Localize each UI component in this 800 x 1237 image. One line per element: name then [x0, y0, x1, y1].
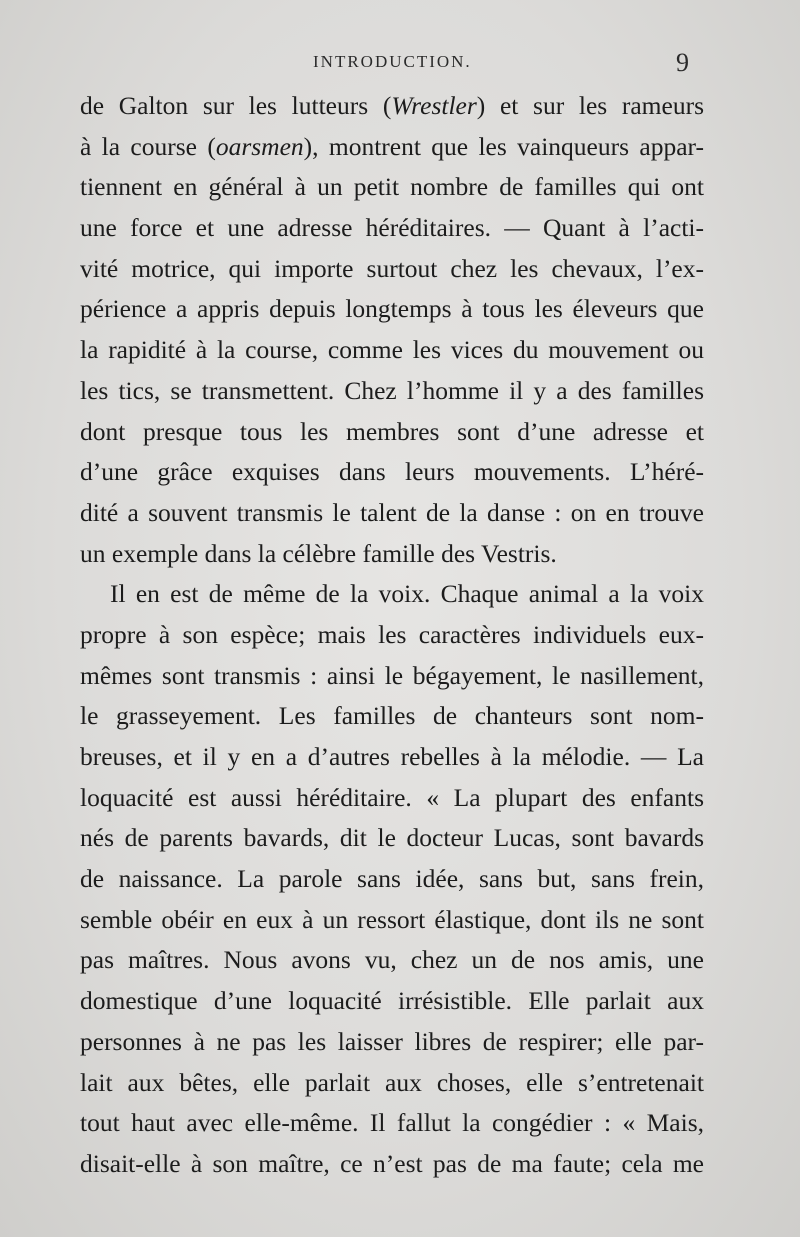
- text-line: lait aux bêtes, elle parlait aux choses, elle s’entretenait: [80, 1067, 704, 1097]
- body-text: [80, 86, 704, 1185]
- text-line: propre à son espèce; mais les caractères individuels eux-: [80, 619, 704, 649]
- text-line: personnes à ne pas les laisser libres de respirer; elle par-: [80, 1026, 704, 1056]
- page-number: 9: [676, 48, 689, 77]
- text-line: pas maîtres. Nous avons vu, chez un de nos amis, une: [80, 945, 704, 975]
- text-line: d’une grâce exquises dans leurs mouvements. L’héré-: [80, 457, 704, 487]
- text-line: les tics, se transmettent. Chez l’homme il y a des familles: [80, 375, 704, 405]
- text-line: disait-elle à son maître, ce n’est pas de ma faute; cela me: [80, 1148, 704, 1178]
- italic-term: Wrestler: [391, 91, 477, 120]
- text-line: vité motrice, qui importe surtout chez les chevaux, l’ex-: [80, 253, 704, 283]
- text-line: la rapidité à la course, comme les vices du mouvement ou: [80, 335, 704, 365]
- text-line: tout haut avec elle-même. Il fallut la congédier : « Mais,: [80, 1108, 704, 1138]
- text-line: Il en est de même de la voix. Chaque animal a la voix: [110, 579, 704, 609]
- text-line: tiennent en général à un petit nombre de familles qui ont: [80, 172, 704, 202]
- text-line: domestique d’une loquacité irrésistible. Elle parlait aux: [80, 986, 704, 1016]
- text-line: dité a souvent transmis le talent de la danse : on en trouve: [80, 497, 704, 527]
- running-head: [0, 48, 800, 82]
- running-title: INTRODUCTION.: [313, 52, 472, 71]
- text-line: loquacité est aussi héréditaire. « La plupart des enfants: [80, 782, 704, 812]
- text-line: de naissance. La parole sans idée, sans but, sans frein,: [80, 864, 704, 894]
- text-line: breuses, et il y en a d’autres rebelles à la mélodie. — La: [80, 742, 704, 771]
- text-line: une force et une adresse héréditaires. — Quant à l’acti-: [80, 213, 704, 243]
- text-line: nés de parents bavards, dit le docteur Lucas, sont bavards: [80, 823, 704, 853]
- text-line: le grasseyement. Les familles de chanteurs sont nom-: [80, 701, 704, 731]
- text-line: à la course (oarsmen), montrent que les vainqueurs appar-: [80, 131, 704, 161]
- text-line: périence a appris depuis longtemps à tous les éleveurs que: [80, 294, 704, 324]
- text-line: semble obéir en eux à un ressort élastique, dont ils ne sont: [80, 904, 704, 934]
- italic-term: oarsmen: [215, 131, 304, 161]
- text-line: un exemple dans la célèbre famille des Vestris.: [80, 538, 557, 568]
- text-line: dont presque tous les membres sont d’une adresse et: [80, 416, 704, 446]
- text-line: mêmes sont transmis : ainsi le bégayement, le nasillement,: [80, 660, 704, 690]
- text-line: de Galton sur les lutteurs (Wrestler) et sur les rameurs: [80, 91, 704, 120]
